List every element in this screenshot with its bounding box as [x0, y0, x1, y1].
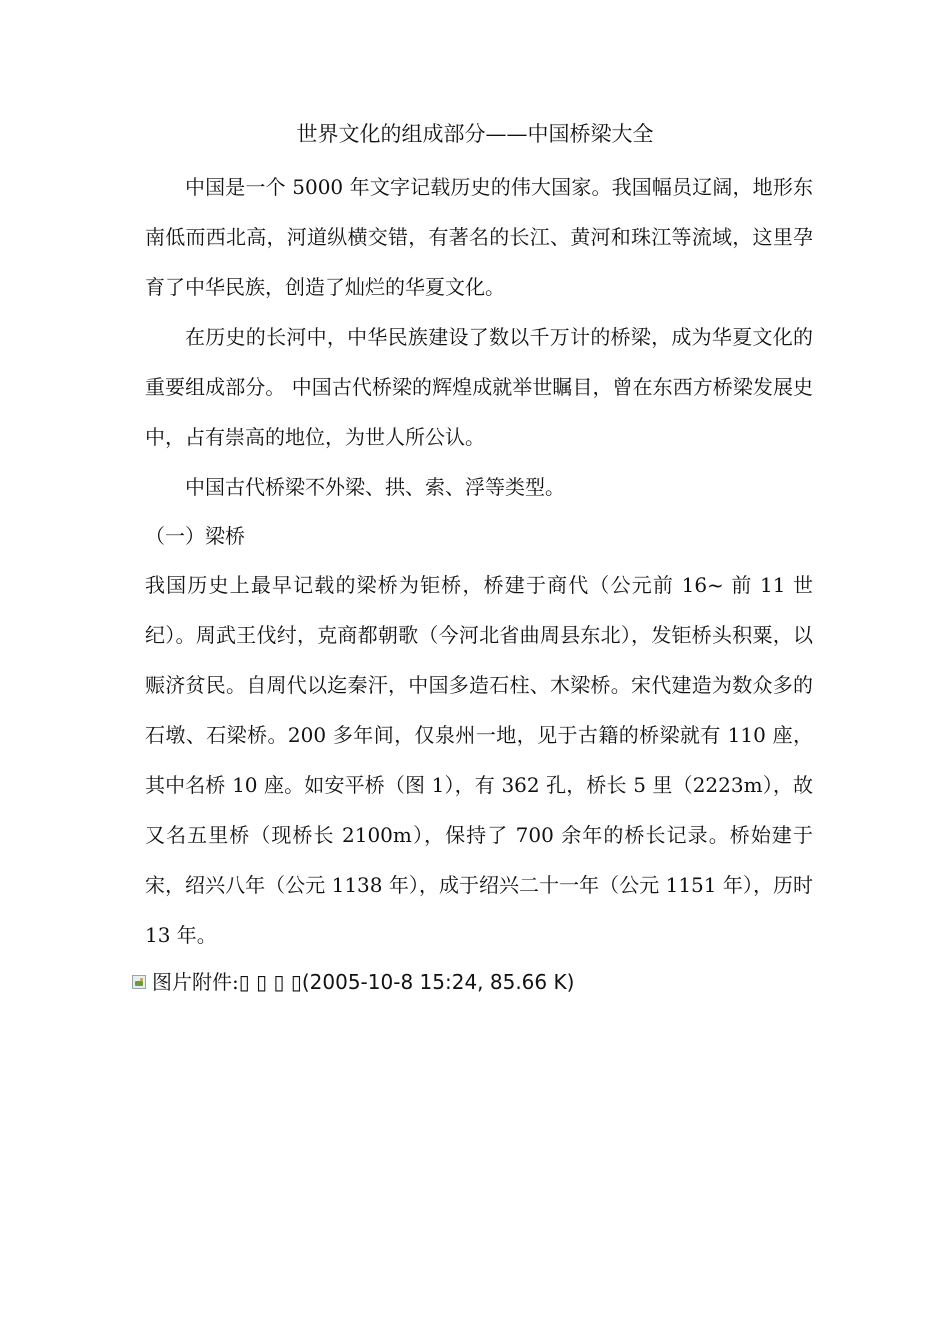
paragraph-types: 中国古代桥梁不外梁、拱、索、浮等类型。 — [185, 475, 565, 499]
document-title: 世界文化的组成部分——中国桥梁大全 — [296, 122, 654, 146]
section-heading-beam-bridge: （一）梁桥 — [145, 524, 245, 548]
paragraph-beam-bridge: 我国历史上最早记载的梁桥为钜桥，桥建于商代（公元前 16~ 前 11 世纪）。周武王伐纣，克商都朝歌（今河北省曲周县东北），发钜桥头积粟，以赈济贫民。自周代以迄秦汗，中国多造石柱、木梁桥。宋代建造为数众多的石墩、石梁桥。200 多年间，仅泉州一地，见于古籍的桥梁就有 110 座，其中名桥 10 座。如安平桥（图 1），有 362 孔，桥长 5 里（2223m），故又名五里桥（现桥长 2100m），保持了 700 余年的桥长记录。桥始建于宋，绍兴八年（公元 1138 年），成于绍兴二十一年（公元 1151 年），历时 13 年。 — [145, 573, 813, 947]
image-icon — [132, 975, 146, 989]
paragraph-history: 在历史的长河中，中华民族建设了数以千万计的桥梁，成为华夏文化的重要组成部分。 中国古代桥梁的辉煌成就举世瞩目，曾在东西方桥梁发展史中，占有崇高的地位，为世人所公认。 — [145, 325, 813, 449]
attachment-label: 图片附件: — [152, 970, 239, 994]
attachment-filename[interactable]: ▯ ▯ ▯ ▯ — [238, 970, 302, 994]
image-attachment[interactable] — [132, 964, 574, 1000]
document-body — [145, 162, 813, 960]
paragraph-intro: 中国是一个 5000 年文字记载历史的伟大国家。我国幅员辽阔，地形东南低而西北高，河道纵横交错，有著名的长江、黄河和珠江等流域，这里孕育了中华民族，创造了灿烂的华夏文化。 — [145, 175, 813, 299]
attachment-meta: (2005-10-8 15:24, 85.66 K) — [301, 970, 575, 994]
